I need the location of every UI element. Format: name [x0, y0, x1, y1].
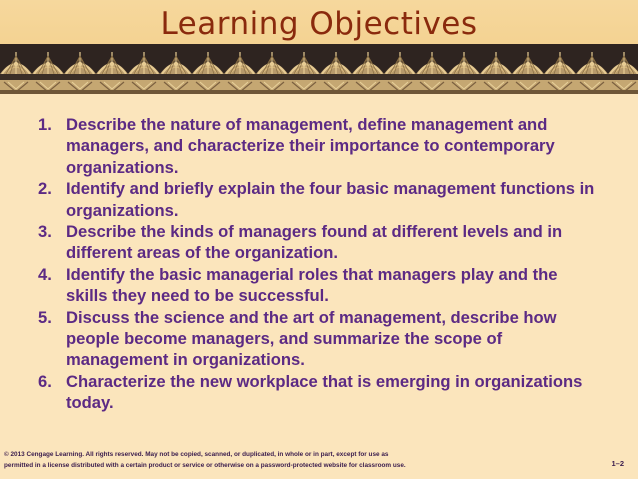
- list-item-number: 5.: [38, 307, 52, 327]
- list-item-text: Discuss the science and the art of management, describe how people become managers, and summarize the scope of management in organizations.: [66, 307, 557, 370]
- list-item: [38, 114, 598, 178]
- slide-title: Learning Objectives: [160, 6, 478, 42]
- list-item: [38, 307, 598, 371]
- list-item-number: 3.: [38, 222, 52, 242]
- learning-objectives-list: [38, 114, 598, 414]
- list-item-number: 1.: [38, 115, 52, 134]
- copyright-line-2: permitted in a license distributed with a certain product or service or otherwise on a password-protected website for classroom use.: [4, 462, 406, 469]
- list-item-text: Identify and briefly explain the four basic management functions in organizations.: [66, 179, 595, 220]
- list-item: [38, 371, 598, 414]
- list-item-number: 6.: [38, 371, 52, 391]
- decorative-border-ornament: [0, 44, 638, 94]
- copyright-notice: [4, 449, 564, 471]
- list-item-number: 2.: [38, 179, 52, 199]
- list-item-number: 4.: [38, 264, 52, 284]
- list-item-text: Characterize the new workplace that is emerging in organizations today.: [66, 371, 583, 413]
- list-item-text: Describe the nature of management, define management and managers, and characterize their importance to contemporary organizations.: [66, 115, 555, 177]
- list-item-text: Describe the kinds of managers found at different levels and in different areas of the organization.: [66, 222, 563, 263]
- page-number: 1–2: [611, 459, 624, 468]
- list-item: [38, 221, 598, 264]
- copyright-line-1: © 2013 Cengage Learning. All rights reserved. May not be copied, scanned, or duplicated, in whole or in part, except for use as: [4, 451, 389, 458]
- list-item: [38, 178, 598, 221]
- list-item: [38, 264, 598, 307]
- list-item-text: Identify the basic managerial roles that managers play and the skills they need to be successful.: [66, 264, 558, 306]
